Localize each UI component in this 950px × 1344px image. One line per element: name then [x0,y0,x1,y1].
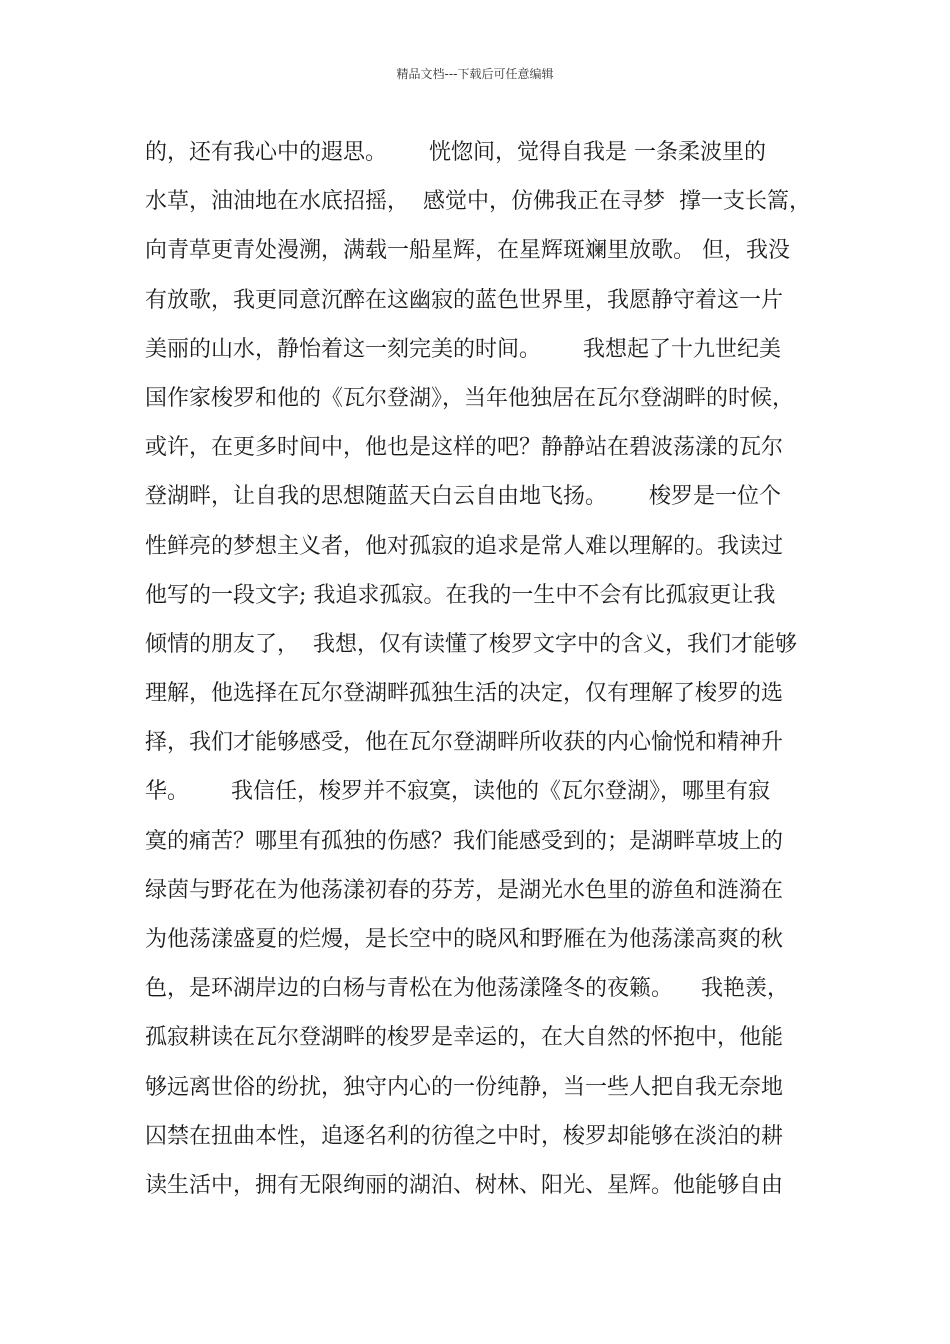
text-line: 孤寂耕读在瓦尔登湖畔的梭罗是幸运的，在大自然的怀抱中，他能 [145,1025,784,1051]
text-line: 读生活中，拥有无限绚丽的湖泊、树林、阳光、星辉。他能够自由 [145,1172,784,1198]
text-line: 有放歌，我更同意沉醉在这幽寂的蓝色世界里，我愿静守着这一片 [145,287,784,313]
text-line: 倾情的朋友了， 我想，仅有读懂了梭罗文字中的含义，我们才能够 [145,631,797,657]
text-line: 或许，在更多时间中，他也是这样的吧？静静站在碧波荡漾的瓦尔 [145,435,784,461]
text-line: 为他荡漾盛夏的烂熳，是长空中的晓风和野雁在为他荡漾高爽的秋 [145,927,784,952]
text-line: 美丽的山水，静怡着这一刻完美的时间。 我想起了十九世纪美 [145,336,781,362]
text-line: 囚禁在扭曲本性，追逐名利的彷徨之中时，梭罗却能够在淡泊的耕 [145,1123,784,1149]
text-line: 绿茵与野花在为他荡漾初春的芬芳，是湖光水色里的游鱼和涟漪在 [145,877,784,903]
text-line: 的，还有我心中的遐思。 恍惚间，觉得自我是 一条柔波里的 [145,140,766,165]
text-line: 向青草更青处漫溯，满载一船星辉，在星辉斑斓里放歌。 但，我没 [145,238,790,264]
text-line: 够远离世俗的纷扰，独守内心的一份纯静，当一些人把自我无奈地 [145,1074,784,1100]
text-line: 他写的一段文字; 我追求孤寂。在我的一生中不会有比孤寂更让我 [145,582,776,608]
text-line: 寞的痛苦？哪里有孤独的伤感？我们能感受到的；是湖畔草坡上的 [145,828,784,854]
page-header: 精品文档---下载后可任意编辑 [396,67,554,81]
text-line: 水草，油油地在水底招摇， 感觉中，仿佛我正在寻梦 撑一支长篙， [145,189,811,215]
text-line: 性鲜亮的梦想主义者，他对孤寂的追求是常人难以理解的。我读过 [145,533,784,559]
text-line: 色，是环湖岸边的白杨与青松在为他荡漾隆冬的夜籁。 我艳羡， [145,976,789,1002]
text-line: 理解，他选择在瓦尔登湖畔孤独生活的决定，仅有理解了梭罗的选 [145,681,784,707]
text-line: 登湖畔，让自我的思想随蓝天白云自由地飞扬。 梭罗是一位个 [145,484,781,510]
text-line: 国作家梭罗和他的《瓦尔登湖》，当年他独居在瓦尔登湖畔的时候， [145,385,795,411]
text-line: 华。 我信任，梭罗并不寂寞，读他的《瓦尔登湖》，哪里有寂 [145,779,770,805]
body-text [145,128,825,1210]
text-line: 择，我们才能够感受，他在瓦尔登湖畔所收获的内心愉悦和精神升 [145,730,784,756]
